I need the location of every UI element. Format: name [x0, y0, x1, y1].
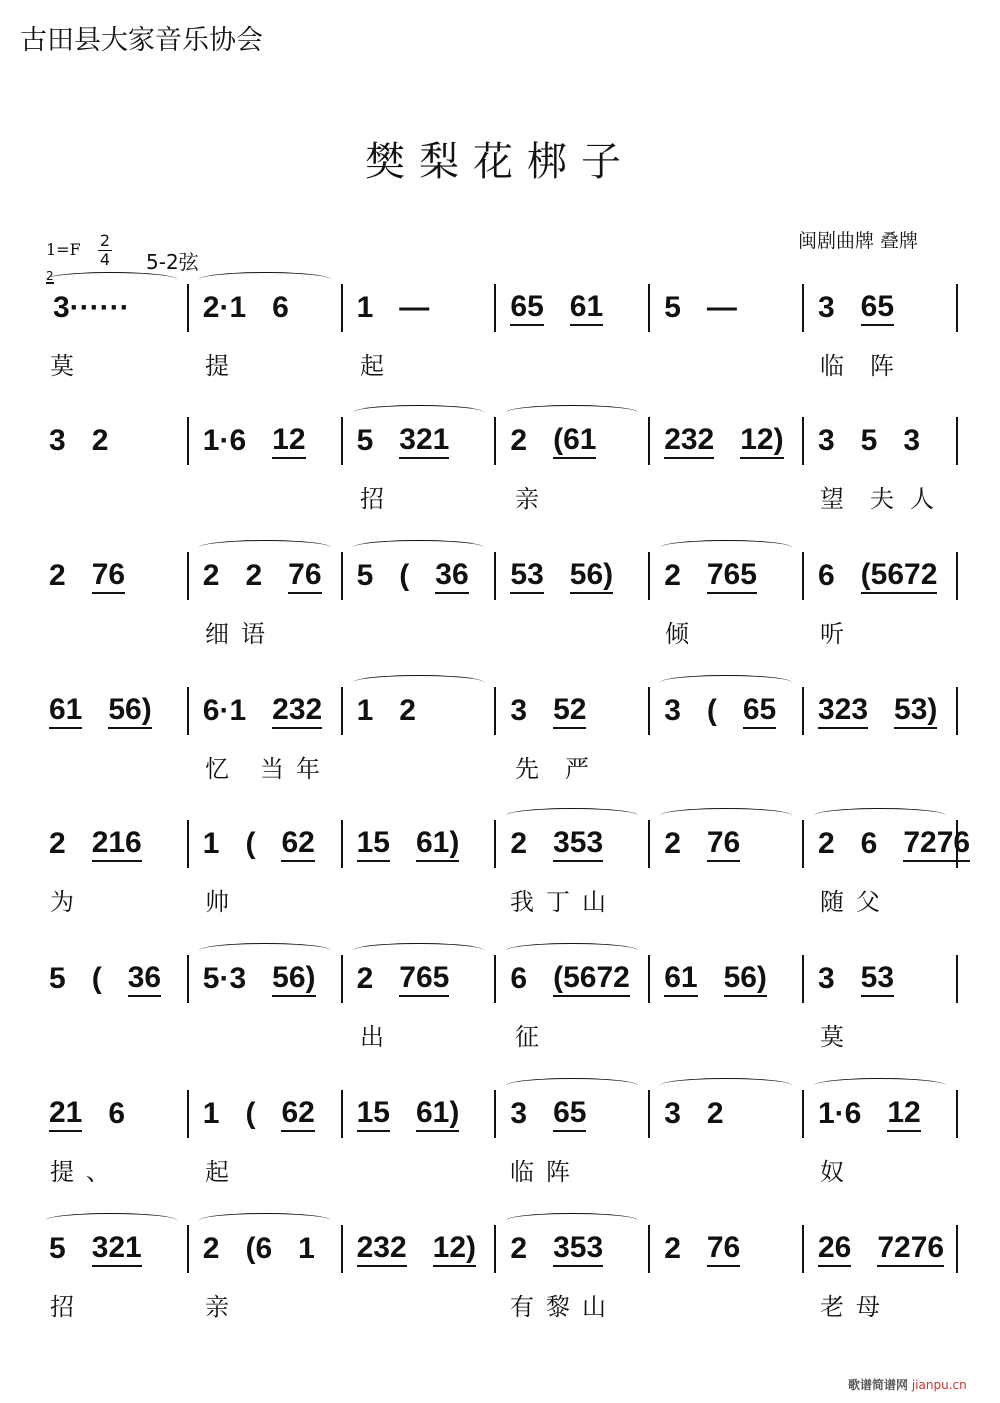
note: 216 [92, 826, 142, 862]
measure [650, 687, 804, 735]
note: ( [399, 559, 410, 592]
slur [660, 540, 792, 555]
lyric: 起 [360, 352, 384, 380]
measure [189, 955, 343, 1003]
note: 56) [724, 961, 767, 997]
lyric: 帅 [205, 888, 229, 916]
slur [506, 1213, 638, 1228]
slur [353, 675, 485, 690]
staff-row [35, 687, 958, 737]
measure [35, 417, 189, 465]
note: 1 [356, 291, 374, 324]
note: 36 [128, 961, 161, 997]
note: 3······ [53, 291, 130, 324]
note: ( [245, 827, 256, 860]
lyric: 亲 [515, 485, 539, 513]
lyric: 先 [515, 755, 539, 783]
note: 76 [92, 558, 125, 594]
slur [353, 405, 485, 420]
note: 53 [861, 961, 894, 997]
measure [343, 955, 497, 1003]
lyric: 招 [360, 485, 384, 513]
measure [35, 1225, 189, 1273]
slur [45, 269, 177, 287]
lyric: 有黎山 [510, 1293, 618, 1321]
note: 12) [433, 1231, 476, 1267]
slur [199, 272, 331, 287]
slur [506, 943, 638, 958]
measure [189, 417, 343, 465]
measure [496, 552, 650, 600]
lyric: 忆 [205, 755, 229, 783]
slur [660, 808, 792, 823]
lyric: 莫 [820, 1023, 844, 1051]
note: 5 [860, 424, 878, 457]
slur [199, 1213, 331, 1228]
note: 53) [894, 693, 937, 729]
note: 1 [356, 694, 374, 727]
note: 21 [49, 1096, 82, 1132]
watermark [848, 1376, 967, 1393]
lyric: 临 [820, 352, 844, 380]
slur [814, 1078, 946, 1093]
note: 56) [272, 961, 315, 997]
measure [189, 284, 343, 332]
note: ( [706, 694, 717, 727]
measure [189, 687, 343, 735]
note: 5 [356, 559, 374, 592]
note: 232 [357, 1231, 407, 1267]
measure [496, 1090, 650, 1138]
measure [650, 1090, 804, 1138]
note: 3 [664, 694, 681, 727]
note: 765 [707, 558, 757, 594]
note: 1 [202, 1097, 220, 1130]
measure [804, 552, 958, 600]
watermark-cn: 歌谱简谱网 [848, 1378, 909, 1392]
note: 12 [272, 423, 305, 459]
note: 65 [743, 693, 776, 729]
slur [506, 808, 638, 823]
note: 1·6 [817, 1097, 862, 1130]
staff-row [35, 1090, 958, 1140]
note: 76 [288, 558, 321, 594]
measure [496, 687, 650, 735]
lyric: 奴 [820, 1158, 844, 1186]
measure [343, 417, 497, 465]
staff-row [35, 284, 958, 334]
note: 2 [817, 827, 835, 860]
key-signature: 1=F [46, 240, 81, 259]
note: 6 [272, 291, 289, 324]
slur [45, 1213, 177, 1228]
note: 36 [435, 558, 468, 594]
note: 61) [416, 1096, 459, 1132]
note: 2·1 [202, 291, 247, 324]
measure [650, 552, 804, 600]
slur [660, 675, 792, 690]
note: 12) [740, 423, 783, 459]
note: (6 [245, 1232, 273, 1265]
grace-note: 2 [46, 269, 54, 283]
note: 2 [399, 694, 416, 727]
note: 2 [706, 1097, 724, 1130]
note: 3 [664, 1097, 681, 1130]
measure [189, 820, 343, 868]
note: 3 [49, 424, 66, 457]
note: — [399, 291, 430, 324]
note: 56) [108, 693, 151, 729]
measure [650, 955, 804, 1003]
measure [35, 820, 189, 868]
note: 323 [818, 693, 868, 729]
note: 1·6 [202, 424, 247, 457]
note: 353 [553, 1231, 603, 1267]
lyric: 夫 [870, 485, 894, 513]
note: 6·1 [202, 694, 247, 727]
note: 2 [510, 1232, 528, 1265]
measure [343, 820, 497, 868]
note: 6 [817, 559, 835, 592]
staff-row [35, 955, 958, 1005]
measure [35, 955, 189, 1003]
note: 15 [357, 1096, 390, 1132]
note: (5672 [861, 558, 938, 594]
lyric: 严 [565, 755, 589, 783]
measure [650, 1225, 804, 1273]
note: 76 [707, 826, 740, 862]
note: 56) [570, 558, 613, 594]
note: 65 [553, 1096, 586, 1132]
note: — [706, 291, 737, 324]
time-signature [98, 232, 112, 269]
lyric: 出 [360, 1023, 384, 1051]
staff-row [35, 552, 958, 602]
organization-label: 古田县大家音乐协会 [20, 25, 263, 56]
note: 6 [108, 1097, 126, 1130]
measure [35, 552, 189, 600]
note: 2 [510, 827, 528, 860]
measure [189, 1090, 343, 1138]
lyric: 听 [820, 620, 844, 648]
measure [496, 820, 650, 868]
note: 765 [399, 961, 449, 997]
slur [660, 1078, 792, 1093]
note: 5 [49, 1232, 66, 1265]
lyric: 人 [910, 485, 934, 513]
note: 15 [357, 826, 390, 862]
lyric: 为 [50, 888, 74, 916]
note: 1 [298, 1232, 315, 1265]
note: 3 [817, 962, 835, 995]
measure [343, 284, 497, 332]
time-bottom: 4 [99, 250, 111, 269]
slur [506, 405, 638, 420]
note: 321 [399, 423, 449, 459]
lyric: 倾 [665, 620, 689, 648]
note: 2 [202, 1232, 220, 1265]
measure [804, 284, 958, 332]
note: 2 [91, 424, 109, 457]
lyric: 我丁山 [510, 888, 618, 916]
string-tuning: 5-2弦 [146, 250, 199, 274]
page-title: 樊梨花梆子 [365, 139, 635, 185]
note: 53 [510, 558, 543, 594]
note: 232 [664, 423, 714, 459]
note: 61 [570, 290, 603, 326]
note: ( [91, 962, 102, 995]
measure [343, 687, 497, 735]
measure [343, 552, 497, 600]
lyric: 临阵 [510, 1158, 582, 1186]
note: 5 [356, 424, 374, 457]
note: ( [245, 1097, 256, 1130]
note: 2 [356, 962, 374, 995]
note: 6 [860, 827, 878, 860]
measure [496, 284, 650, 332]
note: 26 [818, 1231, 851, 1267]
note: 3 [817, 291, 835, 324]
lyric: 阵 [870, 352, 894, 380]
note: 232 [272, 693, 322, 729]
slur [199, 540, 331, 555]
note: 62 [281, 1096, 314, 1132]
lyric: 提、 [50, 1158, 122, 1186]
lyric: 望 [820, 485, 844, 513]
note: 3 [510, 694, 528, 727]
staff-row [35, 1225, 958, 1275]
note: 2 [202, 559, 220, 592]
staff-row [35, 820, 971, 870]
note: 5 [49, 962, 66, 995]
note: 61) [416, 826, 459, 862]
measure [650, 820, 804, 868]
note: 321 [92, 1231, 142, 1267]
staff-row [35, 417, 958, 467]
lyric: 征 [515, 1023, 539, 1051]
note: 7276 [877, 1231, 944, 1267]
note: 2 [510, 424, 528, 457]
measure [496, 1225, 650, 1273]
note: 12 [887, 1096, 920, 1132]
measure [804, 820, 971, 868]
note: 7276 [903, 826, 970, 862]
note: 76 [707, 1231, 740, 1267]
slur [506, 1078, 638, 1093]
note: 3 [817, 424, 835, 457]
measure [496, 955, 650, 1003]
note: 61 [664, 961, 697, 997]
measure [804, 1090, 958, 1138]
measure [189, 1225, 343, 1273]
lyric: 亲 [205, 1293, 229, 1321]
measure [804, 687, 958, 735]
measure [804, 1225, 958, 1273]
slur [199, 943, 331, 958]
note: 3 [510, 1097, 528, 1130]
lyric: 起 [205, 1158, 229, 1186]
slur [814, 808, 946, 823]
note: 5·3 [202, 962, 247, 995]
note: 1 [202, 827, 220, 860]
lyric: 随父 [820, 888, 892, 916]
note: 2 [664, 559, 681, 592]
time-top: 2 [99, 231, 111, 250]
note: 3 [903, 424, 921, 457]
measure [650, 417, 804, 465]
measure [496, 417, 650, 465]
note: 65 [510, 290, 543, 326]
measure [804, 955, 958, 1003]
lyric: 细语 [205, 620, 277, 648]
lyric: 提 [205, 352, 229, 380]
slur [353, 943, 485, 958]
note: 2 [245, 559, 263, 592]
genre-label: 闽剧曲牌 叠牌 [798, 230, 919, 252]
note: 2 [664, 827, 681, 860]
measure [650, 284, 804, 332]
note: 2 [664, 1232, 681, 1265]
measure [804, 417, 958, 465]
note: 353 [553, 826, 603, 862]
note: 52 [553, 693, 586, 729]
lyric: 莫 [50, 352, 74, 380]
watermark-url: jianpu.cn [911, 1378, 967, 1392]
note: 2 [49, 559, 66, 592]
measure [189, 552, 343, 600]
note: 5 [664, 291, 681, 324]
note: 6 [510, 962, 528, 995]
measure [35, 284, 189, 332]
measure [343, 1090, 497, 1138]
note: 61 [49, 693, 82, 729]
note: 2 [49, 827, 66, 860]
measure [35, 687, 189, 735]
lyric: 当年 [260, 755, 332, 783]
note: (5672 [553, 961, 630, 997]
measure [35, 1090, 189, 1138]
lyric: 招 [50, 1293, 74, 1321]
slur [353, 540, 485, 555]
measure [343, 1225, 497, 1273]
note: 62 [281, 826, 314, 862]
note: (61 [553, 423, 596, 459]
note: 65 [861, 290, 894, 326]
lyric: 老母 [820, 1293, 892, 1321]
